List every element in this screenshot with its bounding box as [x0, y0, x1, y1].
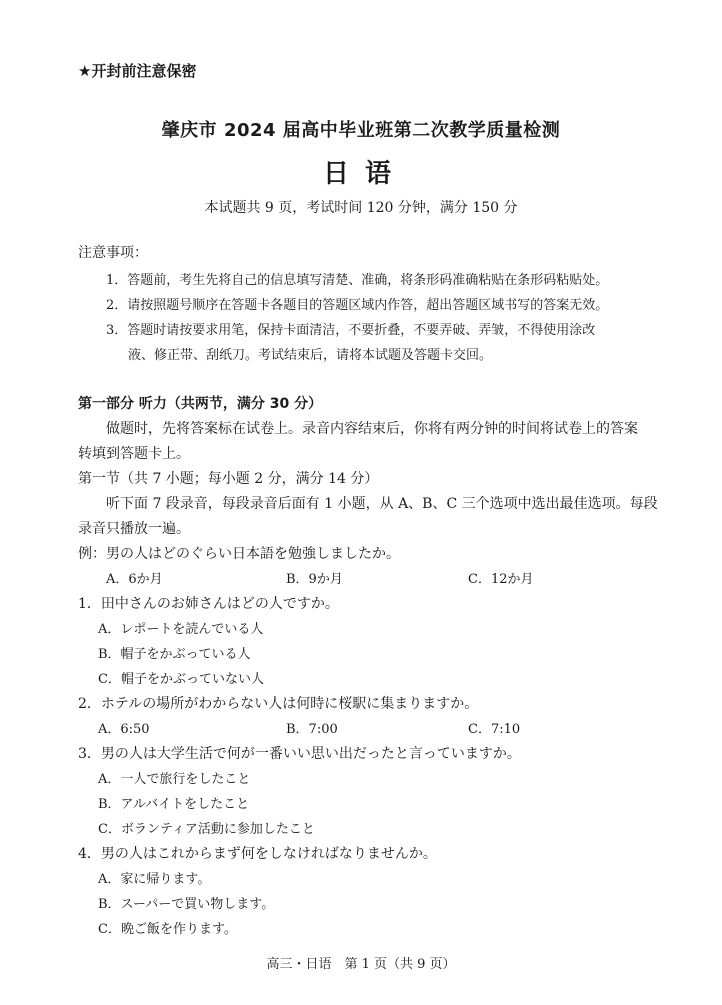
confidential-notice: ★开封前注意保密: [78, 62, 197, 80]
question-4-option-a: A．家に帰ります。: [98, 872, 211, 887]
question-3-option-c: C．ボランティア活動に参加したこと: [98, 822, 315, 837]
question-1-option-c: C．帽子をかぶっていない人: [98, 672, 264, 687]
notice-item-1: 1．答题前，考生先将自己的信息填写清楚、准确，将条形码准确粘贴在条形码粘贴处。: [106, 273, 609, 288]
notice-item-3-continued: 液、修正带、刮纸刀。考试结束后，请将本试题及答题卡交回。: [128, 348, 493, 363]
exam-title: 肇庆市 2024 届高中毕业班第二次教学质量检测: [161, 120, 561, 141]
question-1: 1．田中さんのお姉さんはどの人ですか。: [78, 596, 339, 612]
question-1-option-a: A．レポートを読んでいる人: [98, 622, 264, 637]
notice-item-2: 2．请按照题号顺序在答题卡各题目的答题区域内作答，超出答题区域书写的答案无效。: [106, 298, 609, 313]
section1-intro: 听下面 7 段录音，每段录音后面有 1 小题，从 A、B、C 三个选项中选出最佳选项。每段: [106, 496, 658, 512]
example-question: 例：男の人はどのぐらい日本語を勉強しましたか。: [78, 546, 400, 562]
question-2-option-c: C．7:10: [468, 722, 521, 737]
question-2-option-b: B．7:00: [286, 722, 338, 737]
example-option-a: A．6か月: [106, 572, 163, 587]
question-3: 3．男の人は大学生活で何が一番いい思い出だったと言っていますか。: [78, 746, 521, 762]
page-footer: 高三・日语 第 1 页（共 9 页）: [266, 957, 456, 972]
part1-intro-continued: 转填到答题卡上。: [78, 446, 190, 462]
question-3-option-a: A．一人で旅行をしたこと: [98, 772, 251, 787]
example-option-c: C．12か月: [468, 572, 534, 587]
question-1-option-b: B．帽子をかぶっている人: [98, 647, 251, 662]
notice-heading: 注意事项：: [78, 245, 148, 261]
question-2-option-a: A．6:50: [98, 722, 150, 737]
part1-intro: 做题时，先将答案标在试卷上。录音内容结束后，你将有两分钟的时间将试卷上的答案: [106, 421, 638, 437]
section1-title: 第一节（共 7 小题；每小题 2 分，满分 14 分）: [78, 471, 379, 487]
question-4-option-c: C．晩ご飯を作ります。: [98, 922, 237, 937]
exam-info: 本试题共 9 页，考试时间 120 分钟，满分 150 分: [204, 200, 518, 216]
question-4: 4．男の人はこれからまず何をしなければなりませんか。: [78, 846, 437, 862]
part1-title: 第一部分 听力（共两节，满分 30 分）: [78, 396, 323, 412]
section1-intro-continued: 录音只播放一遍。: [78, 521, 190, 537]
notice-item-3: 3．答题时请按要求用笔，保持卡面清洁，不要折叠，不要弄破、弄皱，不得使用涂改: [106, 323, 596, 338]
subject-title: 日语: [322, 159, 407, 189]
question-2: 2．ホテルの場所がわからない人は何時に桜駅に集まりますか。: [78, 696, 479, 712]
question-3-option-b: B．アルバイトをしたこと: [98, 797, 250, 812]
example-option-b: B．9か月: [286, 572, 343, 587]
question-4-option-b: B．スーパーで買い物します。: [98, 897, 275, 912]
